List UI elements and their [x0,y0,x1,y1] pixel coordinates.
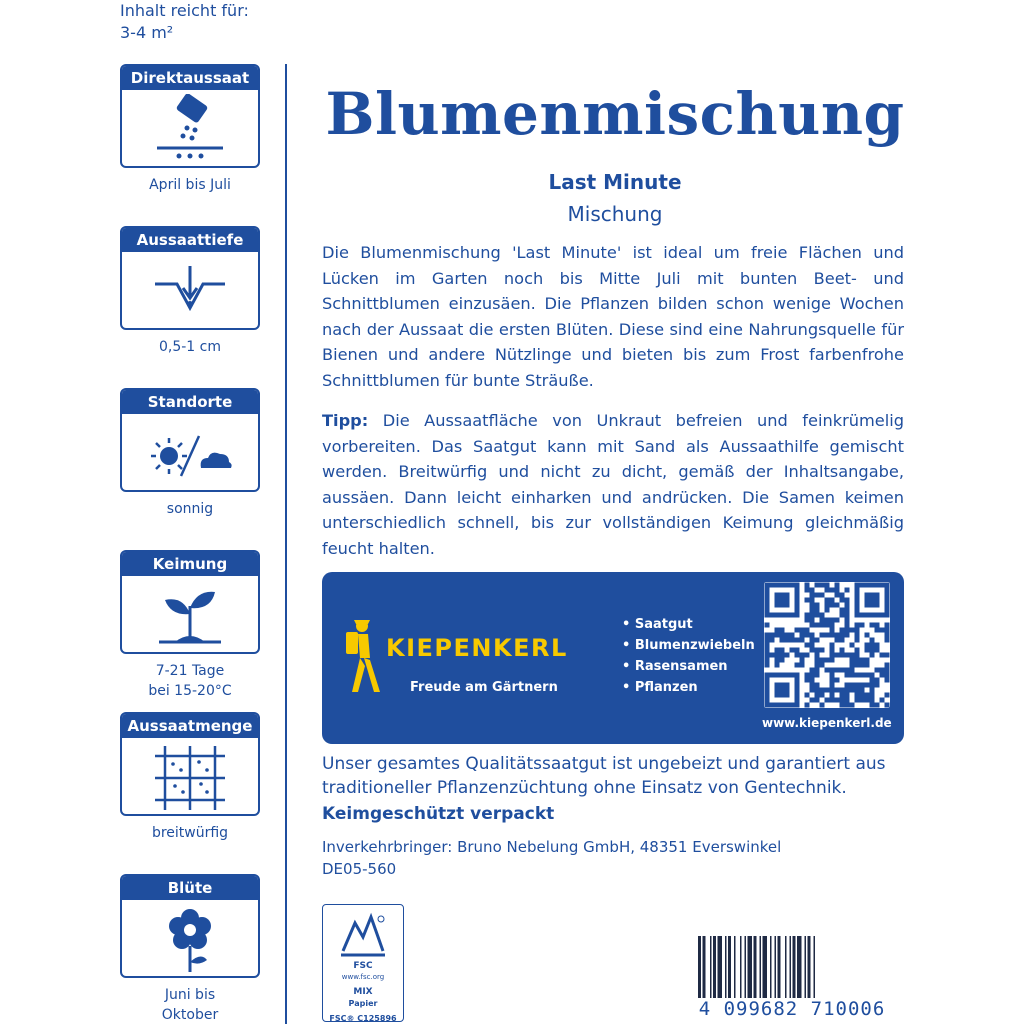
brand-name: KIEPENKERL [386,634,568,662]
brand-product-item: • Blumenzwiebeln [622,638,755,653]
content-amount: 3-4 m² [120,23,174,42]
info-box-germination [120,550,260,654]
product-description: Die Blumenmischung 'Last Minute' ist ideal um freie Flächen und Lücken im Garten noch bis Mitte Juli mit bunten Beet- und Schnittblumen einzusäen. Die Pflanzen bilden schon wenige Wochen nach der Aussaat die ersten Blüten. Diese sind eine Nahrungsquelle für Bienen und andere Nützlinge und bieten bis zum Frost farbenfrohe Schnittblumen für bunte Sträuße. [322,243,904,390]
germination-days: 7-21 Tage [155,663,225,679]
tip-label: Tipp: [322,411,369,430]
info-box-header: Aussaattiefe [122,228,258,252]
fsc-tree-icon [333,911,393,961]
info-box-header: Aussaatmenge [122,714,258,738]
seed-grid-icon [145,742,235,814]
info-box-bloom [120,874,260,978]
info-caption-sowing-quantity: breitwürfig [151,825,229,841]
sowing-depth-icon [145,256,235,328]
fsc-code: FSC® C125896 [329,1014,397,1023]
content-note-label: Inhalt reicht für: [120,1,249,20]
germination-temp: bei 15-20°C [148,683,232,699]
qr-code[interactable] [764,582,890,708]
barcode-number: 4 099682 710006 [698,998,886,1020]
fsc-label [322,904,404,1022]
brand-panel [322,572,904,744]
sun-cloud-icon [145,418,235,490]
bloom-period-2: Oktober [161,1007,219,1023]
info-caption-germination [100,661,280,701]
flower-icon [145,904,235,976]
info-caption-sowing-depth: 0,5-1 cm [158,339,221,355]
tip-paragraph [322,408,904,561]
info-box-header: Direktaussaat [122,66,258,90]
product-title: Blumenmischung [325,80,905,148]
info-caption-bloom [100,985,280,1025]
product-subtitle: Last Minute [548,170,682,194]
brand-claim: Freude am Gärtnern [410,680,558,695]
sprout-icon [145,580,235,652]
packaging-note: Keimgeschützt verpackt [322,804,555,824]
brand-product-item: • Pflanzen [622,680,698,695]
issuer-code: DE05-560 [322,860,397,878]
issuer-name: Inverkehrbringer: Bruno Nebelung GmbH, 48351 Everswinkel [322,838,782,856]
info-box-location [120,388,260,492]
issuer-info [322,836,781,880]
brand-product-list [622,614,755,698]
fsc-site: www.fsc.org [341,973,385,981]
info-box-header: Blüte [122,876,258,900]
divider-line [285,64,287,1024]
fsc-name: FSC [353,961,373,971]
walking-man-logo-icon [340,616,380,696]
info-box-sowing-depth [120,226,260,330]
info-box-header: Standorte [122,390,258,414]
fsc-paper: Papier [348,999,378,1008]
bloom-period-1: Juni bis [164,987,216,1003]
fsc-mix: MIX [353,987,373,997]
qr-code-icon [764,582,890,708]
brand-product-item: • Rasensamen [622,659,728,674]
info-caption-direct-sowing: April bis Juli [149,177,231,193]
info-caption-location: sonnig [166,501,214,517]
info-box-header: Keimung [122,552,258,576]
tip-text: Die Aussaatfläche von Unkraut befreien und feinkrümelig vorbereiten. Das Saatgut kann mit Sand als Aussaathilfe gemischt werden. Breitwürfig und nicht zu dicht, gemäß der Inhaltsangabe, aussäen. Dann leicht einharken und andrücken. Die Samen keimen unterschiedlich schnell, bis zur vollständigen Keimung gleichmäßig feucht halten. [322,411,904,558]
info-box-sowing-quantity [120,712,260,816]
info-box-direct-sowing [120,64,260,168]
seed-sowing-icon [145,94,235,166]
content-note [120,0,249,44]
quality-statement: Unser gesamtes Qualitätssaatgut ist ungebeizt und garantiert aus traditioneller Pflanzenzüchtung ohne Einsatz von Gentechnik. [322,754,886,798]
product-type: Mischung [567,202,663,226]
barcode-icon [696,936,904,998]
brand-url[interactable]: www.kiepenkerl.de [762,716,892,730]
brand-product-item: • Saatgut [622,617,693,632]
